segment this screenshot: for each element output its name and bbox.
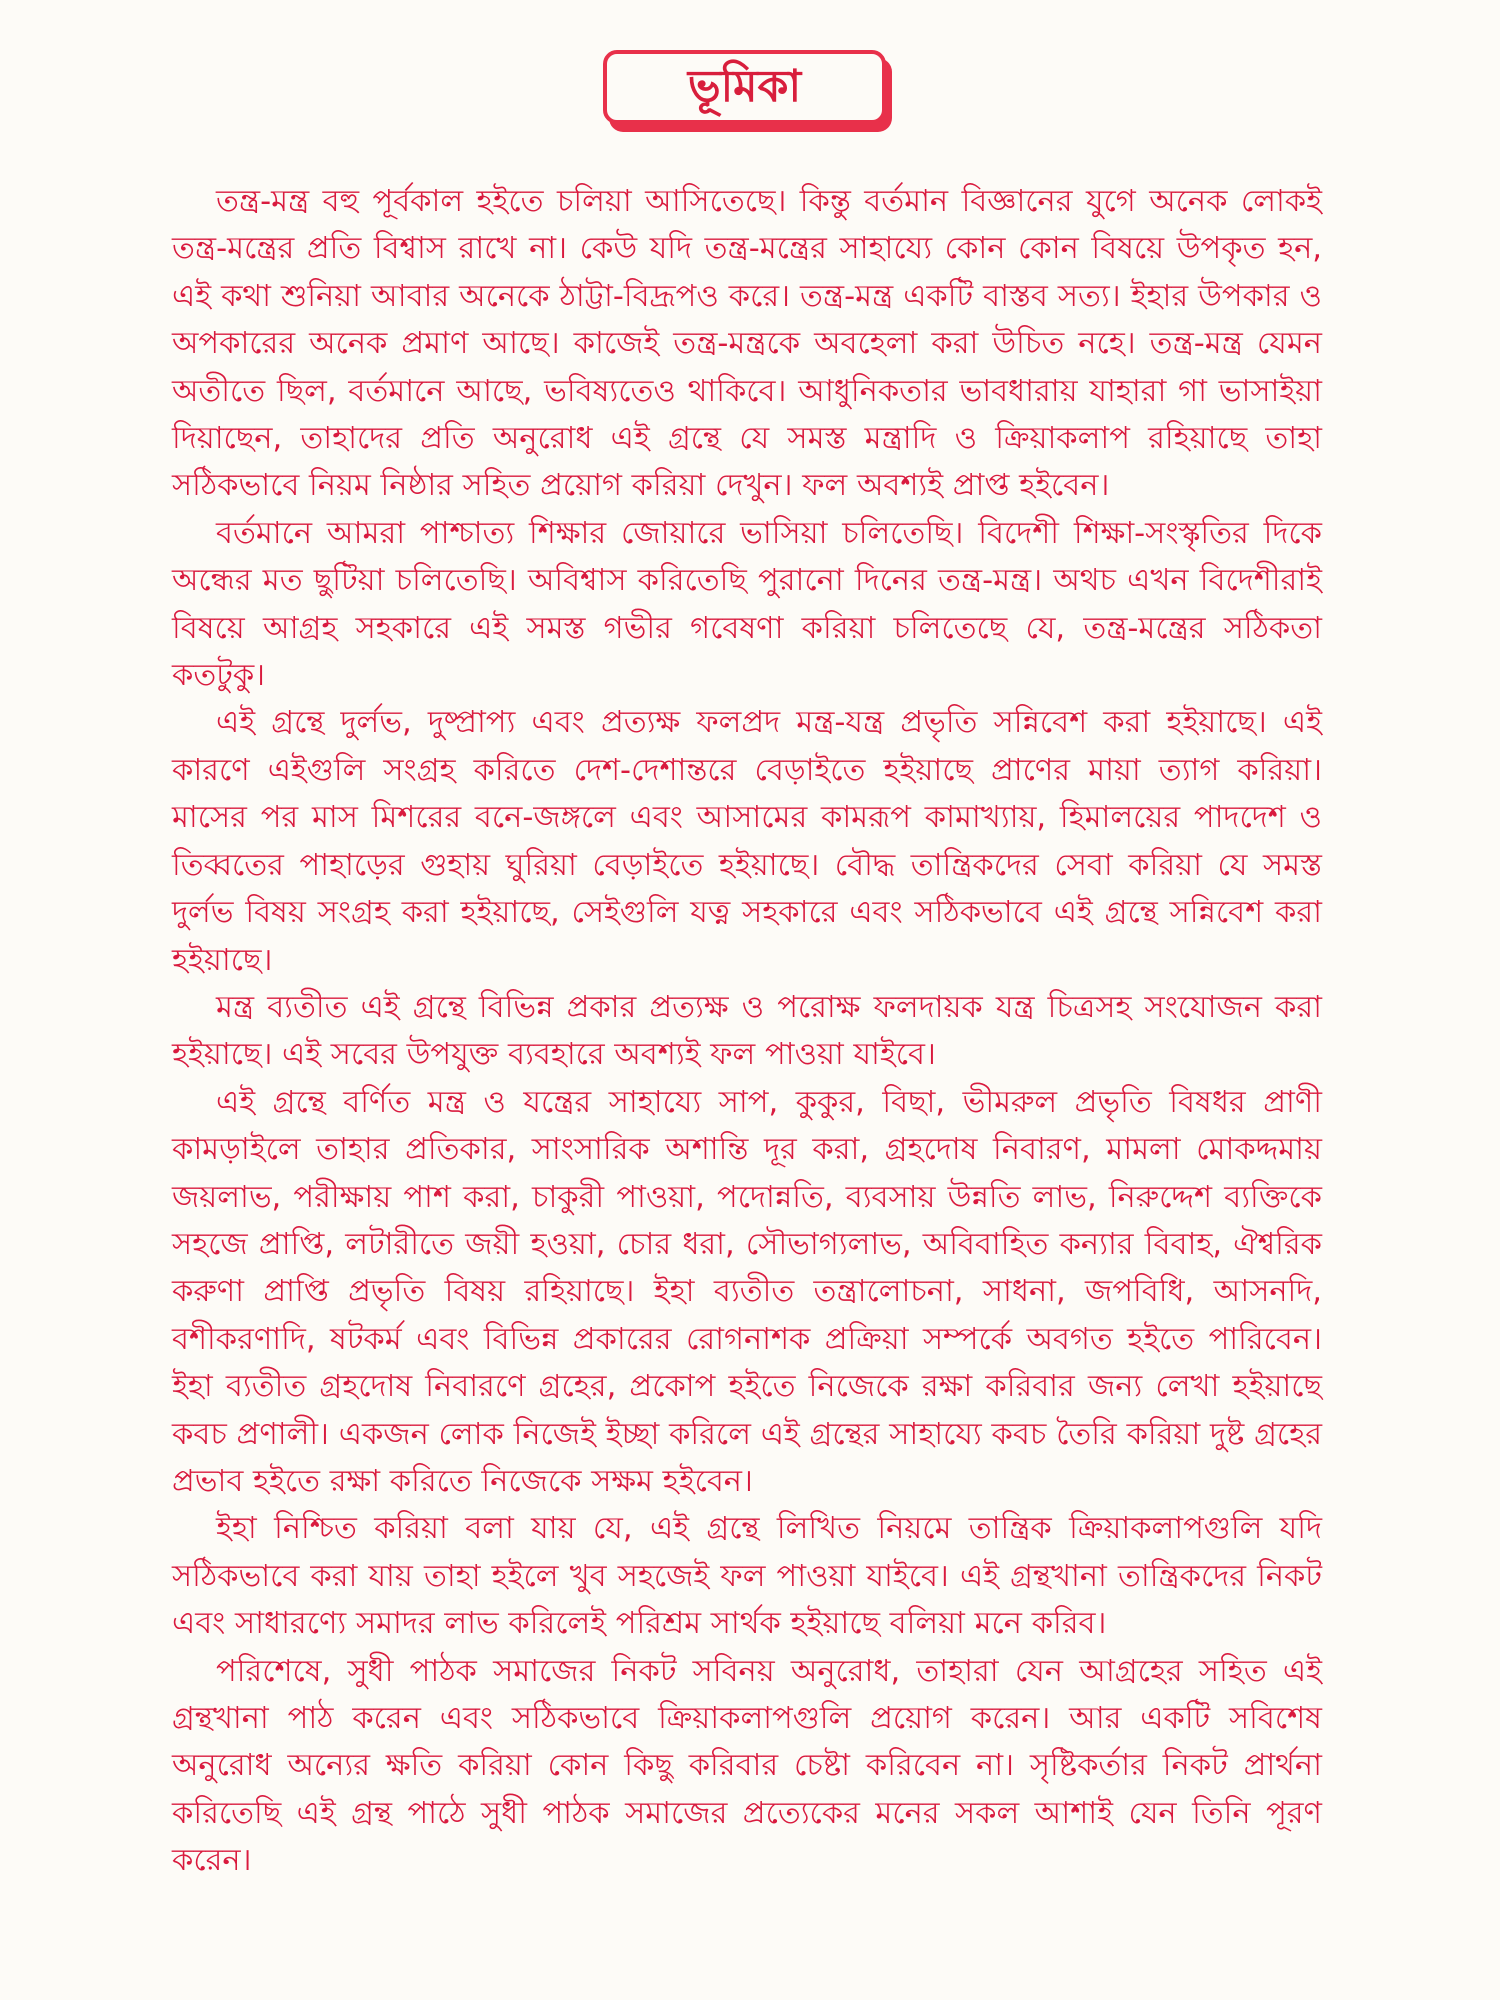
paragraph: মন্ত্র ব্যতীত এই গ্রন্থে বিভিন্ন প্রকার প্রত্যক্ষ ও পরোক্ষ ফলদায়ক যন্ত্র চিত্রসহ সংযোজন করা হইয়াছে। এই সবের উপযুক্ত ব্যবহারে অবশ্যই ফল পাওয়া যাইবে। <box>172 989 1322 1073</box>
paragraph: ইহা নিশ্চিত করিয়া বলা যায় যে, এই গ্রন্থে লিখিত নিয়মে তান্ত্রিক ক্রিয়াকলাপগুলি যদি সঠিকভাবে করা যায় তাহা হইলে খুব সহজেই ফল পাওয়া যাইবে। এই গ্রন্থখানা তান্ত্রিকদের নিকট এবং সাধারণ্যে সমাদর লাভ করিলেই পরিশ্রম সার্থক হইয়াছে বলিয়া মনে করিব। <box>172 1511 1322 1642</box>
heading-box <box>603 50 886 124</box>
paragraph: বর্তমানে আমরা পাশ্চাত্য শিক্ষার জোয়ারে ভাসিয়া চলিতেছি। বিদেশী শিক্ষা-সংস্কৃতির দিকে অন্ধের মত ছুটিয়া চলিতেছি। অবিশ্বাস করিতেছি পুরানো দিনের তন্ত্র-মন্ত্র। অথচ এখন বিদেশীরাই বিষয়ে আগ্রহ সহকারে এই সমস্ত গভীর গবেষণা করিয়া চলিতেছে যে, তন্ত্র-মন্ত্রের সঠিকতা কতটুকু। <box>172 515 1322 694</box>
page-title: ভূমিকা <box>687 61 802 112</box>
paragraph: এই গ্রন্থে দুর্লভ, দুষ্প্রাপ্য এবং প্রত্যক্ষ ফলপ্রদ মন্ত্র-যন্ত্র প্রভৃতি সন্নিবেশ করা হইয়াছে। এই কারণে এইগুলি সংগ্রহ করিতে দেশ-দেশান্তরে বেড়াইতে হইয়াছে প্রাণের মায়া ত্যাগ করিয়া। মাসের পর মাস মিশরের বনে-জঙ্গলে এবং আসামের কামরূপ কামাখ্যায়, হিমালয়ের পাদদেশ ও তিব্বতের পাহাড়ের গুহায় ঘুরিয়া বেড়াইতে হইয়াছে। বৌদ্ধ তান্ত্রিকদের সেবা করিয়া যে সমস্ত দুর্লভ বিষয় সংগ্রহ করা হইয়াছে, সেইগুলি যত্ন সহকারে এবং সঠিকভাবে এই গ্রন্থে সন্নিবেশ করা হইয়াছে। <box>172 705 1322 978</box>
paragraph: তন্ত্র-মন্ত্র বহু পূর্বকাল হইতে চলিয়া আসিতেছে। কিন্তু বর্তমান বিজ্ঞানের যুগে অনেক লোকই তন্ত্র-মন্ত্রের প্রতি বিশ্বাস রাখে না। কেউ যদি তন্ত্র-মন্ত্রের সাহায্যে কোন কোন বিষয়ে উপকৃত হন, এই কথা শুনিয়া আবার অনেকে ঠাট্টা-বিদ্রূপও করে। তন্ত্র-মন্ত্র একটি বাস্তব সত্য। ইহার উপকার ও অপকারের অনেক প্রমাণ আছে। কাজেই তন্ত্র-মন্ত্রকে অবহেলা করা উচিত নহে। তন্ত্র-মন্ত্র যেমন অতীতে ছিল, বর্তমানে আছে, ভবিষ্যতেও থাকিবে। আধুনিকতার ভাবধারায় যাহারা গা ভাসাইয়া দিয়াছেন, তাহাদের প্রতি অনুরোধ এই গ্রন্থে যে সমস্ত মন্ত্রাদি ও ক্রিয়াকলাপ রহিয়াছে তাহা সঠিকভাবে নিয়ম নিষ্ঠার সহিত প্রয়োগ করিয়া দেখুন। ফল অবশ্যই প্রাপ্ত হইবেন। <box>172 184 1322 504</box>
preface-body <box>172 178 1322 1885</box>
paragraph: পরিশেষে, সুধী পাঠক সমাজের নিকট সবিনয় অনুরোধ, তাহারা যেন আগ্রহের সহিত এই গ্রন্থখানা পাঠ করেন এবং সঠিকভাবে ক্রিয়াকলাপগুলি প্রয়োগ করেন। আর একটি সবিশেষ অনুরোধ অন্যের ক্ষতি করিয়া কোন কিছু করিবার চেষ্টা করিবেন না। সৃষ্টিকর্তার নিকট প্রার্থনা করিতেছি এই গ্রন্থ পাঠে সুধী পাঠক সমাজের প্রত্যেকের মনের সকল আশাই যেন তিনি পূরণ করেন। <box>172 1653 1322 1879</box>
paragraph: এই গ্রন্থে বর্ণিত মন্ত্র ও যন্ত্রের সাহায্যে সাপ, কুকুর, বিছা, ভীমরুল প্রভৃতি বিষধর প্রাণী কামড়াইলে তাহার প্রতিকার, সাংসারিক অশান্তি দূর করা, গ্রহদোষ নিবারণ, মামলা মোকদ্দমায় জয়লাভ, পরীক্ষায় পাশ করা, চাকুরী পাওয়া, পদোন্নতি, ব্যবসায় উন্নতি লাভ, নিরুদ্দেশ ব্যক্তিকে সহজে প্রাপ্তি, লটারীতে জয়ী হওয়া, চোর ধরা, সৌভাগ্যলাভ, অবিবাহিত কন্যার বিবাহ, ঐশ্বরিক করুণা প্রাপ্তি প্রভৃতি বিষয় রহিয়াছে। ইহা ব্যতীত তন্ত্রালোচনা, সাধনা, জপবিধি, আসনদি, বশীকরণাদি, ষটকর্ম এবং বিভিন্ন প্রকারের রোগনাশক প্রক্রিয়া সম্পর্কে অবগত হইতে পারিবেন। ইহা ব্যতীত গ্রহদোষ নিবারণে গ্রহের, প্রকোপ হইতে নিজেকে রক্ষা করিবার জন্য লেখা হইয়াছে কবচ প্রণালী। একজন লোক নিজেই ইচ্ছা করিলে এই গ্রন্থের সাহায্যে কবচ তৈরি করিয়া দুষ্ট গ্রহের প্রভাব হইতে রক্ষা করিতে নিজেকে সক্ষম হইবেন। <box>172 1084 1322 1499</box>
